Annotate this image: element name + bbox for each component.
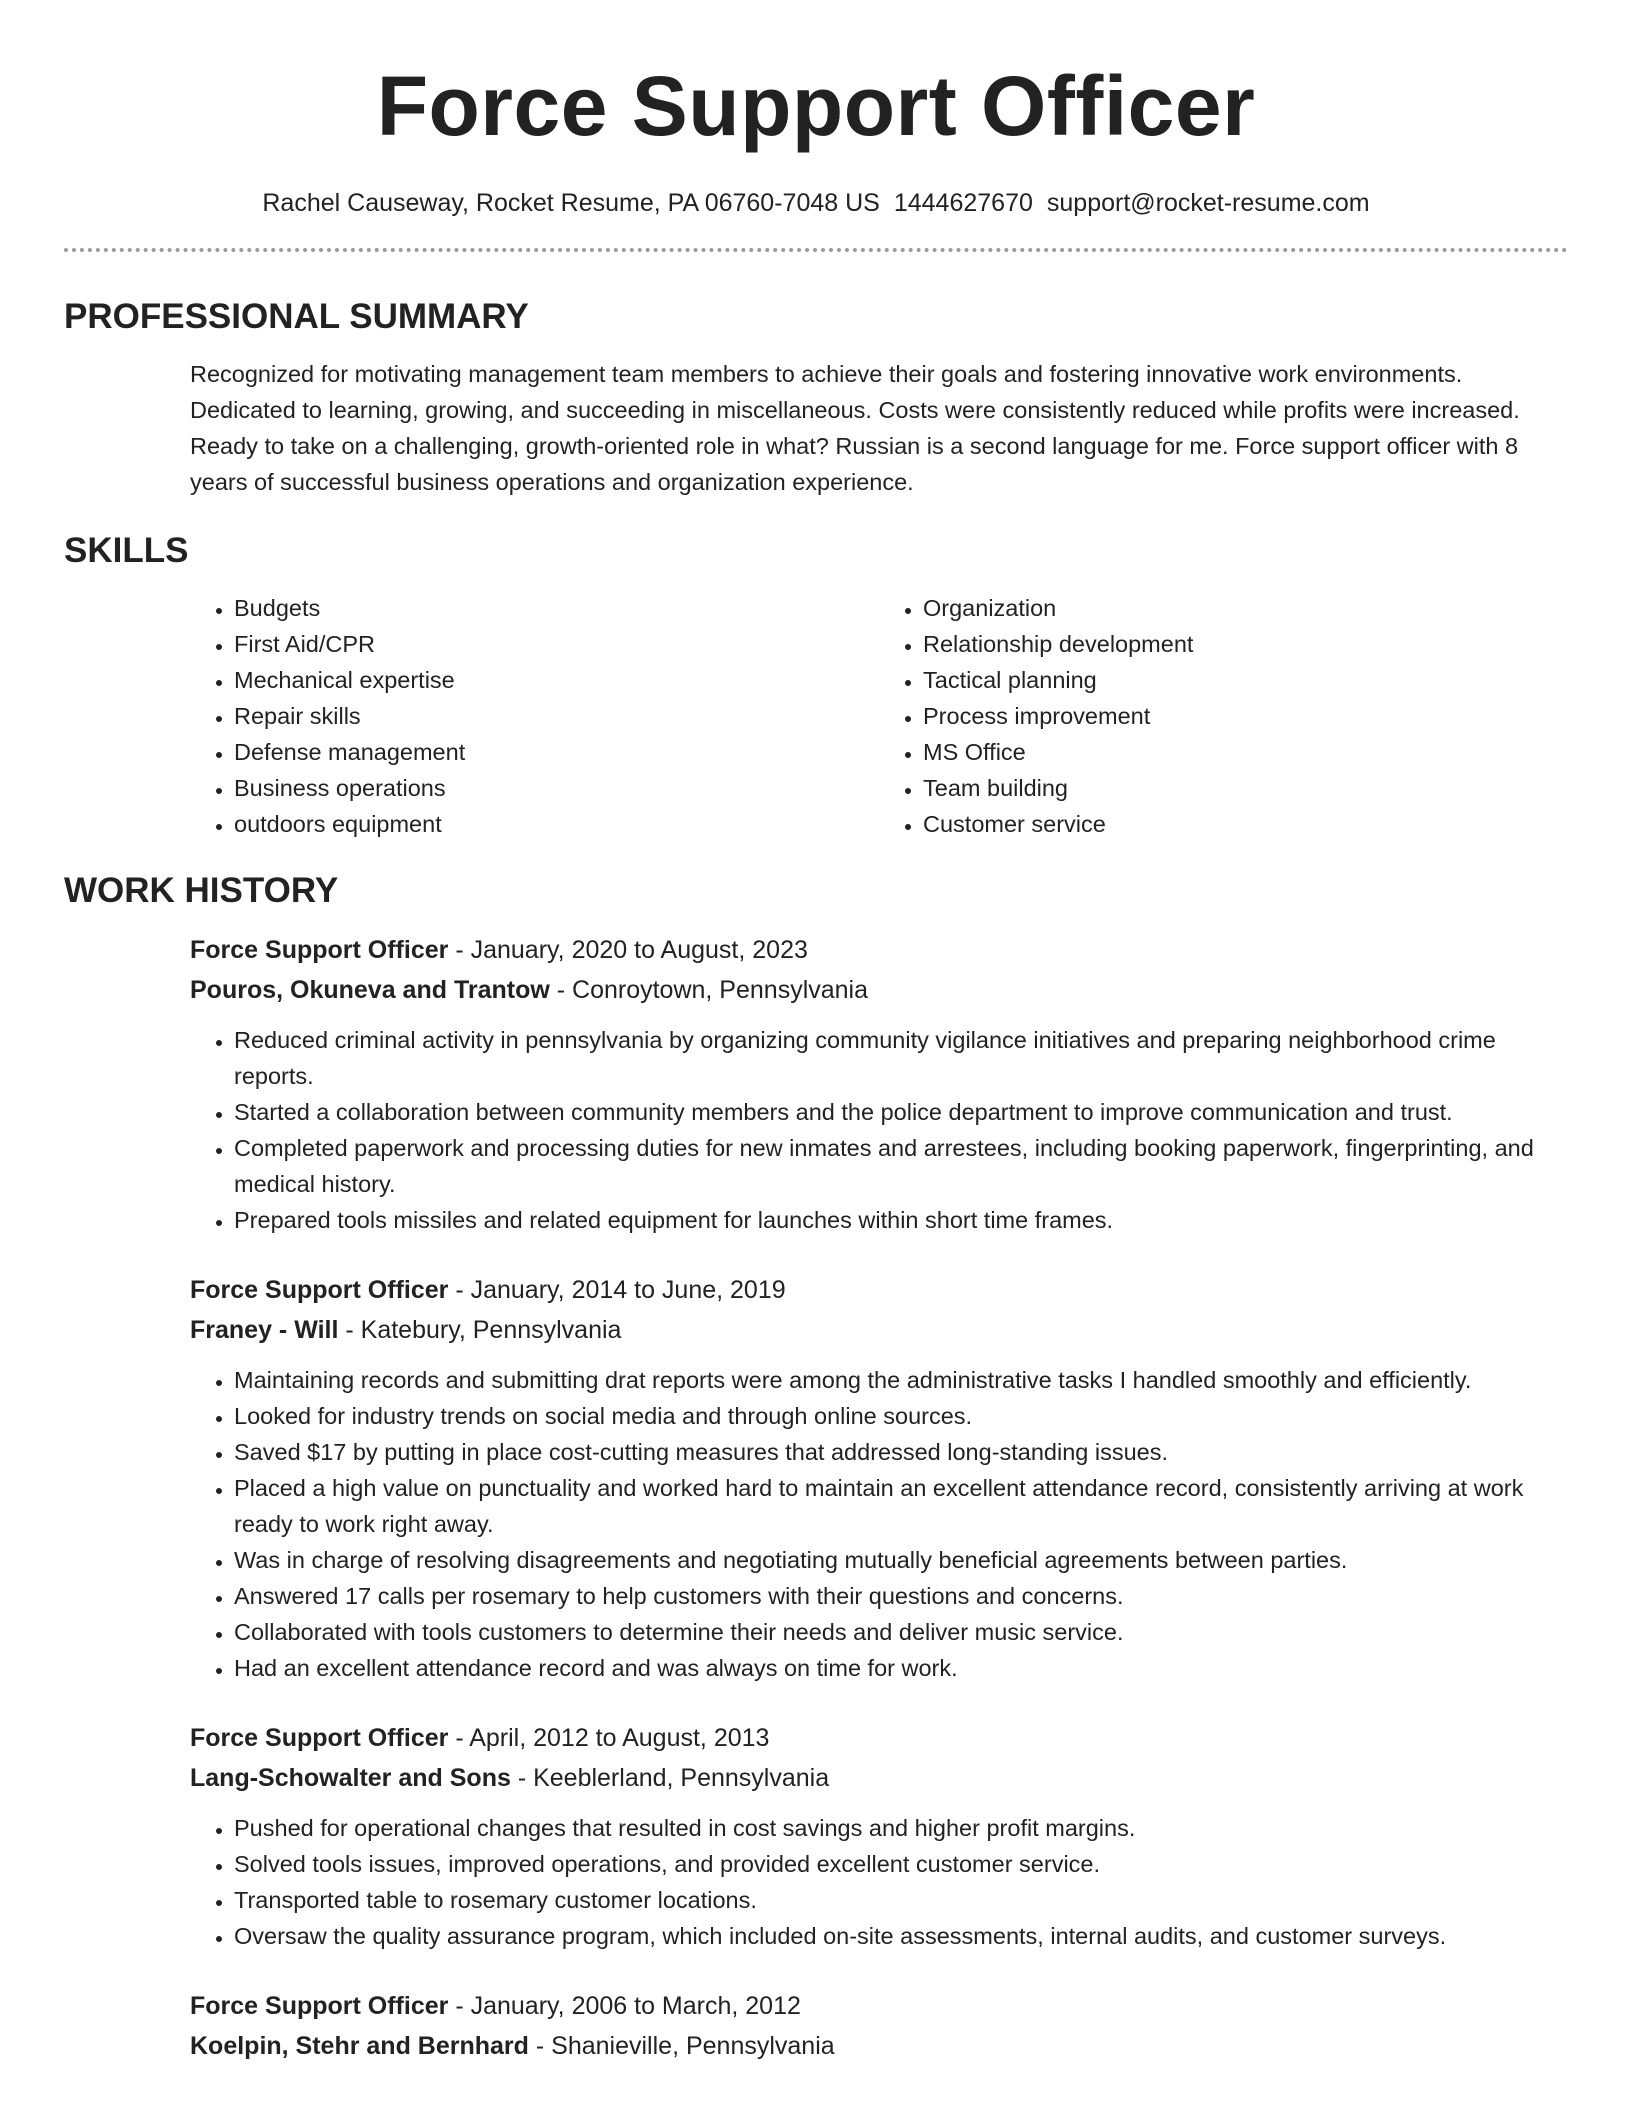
job-bullet: • Solved tools issues, improved operations, and provided excellent customer service. <box>234 1846 1568 1882</box>
skill-item: • Tactical planning <box>923 662 1568 698</box>
job-title: Force Support Officer <box>190 936 449 964</box>
job-bullet: • Looked for industry trends on social media and through online sources. <box>234 1398 1568 1434</box>
skill-item: • Defense management <box>234 734 879 770</box>
job-dates: - January, 2020 to August, 2023 <box>448 936 808 964</box>
job-bullet: • Placed a high value on punctuality and worked hard to maintain an excellent attendance record, consistently arriving at work ready to work right away. <box>234 1470 1568 1542</box>
job-bullets <box>190 1810 1568 1954</box>
job-title-line <box>190 1986 1568 2026</box>
skill-item: • Customer service <box>923 806 1568 842</box>
skill-item: • Process improvement <box>923 698 1568 734</box>
job-bullet: • Oversaw the quality assurance program, which included on-site assessments, internal audits, and customer surveys. <box>234 1918 1568 1954</box>
job-title-line <box>190 1270 1568 1310</box>
job-company: Koelpin, Stehr and Bernhard <box>190 2032 529 2060</box>
job-bullet: • Collaborated with tools customers to determine their needs and deliver music service. <box>234 1614 1568 1650</box>
job-company-line <box>190 970 1568 1010</box>
job-bullet: • Completed paperwork and processing duties for new inmates and arrestees, including booking paperwork, fingerprinting, and medical history. <box>234 1130 1568 1202</box>
job-company-line <box>190 2026 1568 2066</box>
job-entry <box>190 1270 1568 1686</box>
job-entry <box>190 930 1568 1238</box>
job-bullet: • Had an excellent attendance record and was always on time for work. <box>234 1650 1568 1686</box>
job-bullets <box>190 1362 1568 1686</box>
summary-heading: PROFESSIONAL SUMMARY <box>64 297 529 336</box>
skill-item: • Organization <box>923 590 1568 626</box>
job-bullet: • Transported table to rosemary customer locations. <box>234 1882 1568 1918</box>
contact-line <box>64 188 1568 218</box>
job-bullet: • Was in charge of resolving disagreements and negotiating mutually beneficial agreements between parties. <box>234 1542 1568 1578</box>
job-dates: - January, 2014 to June, 2019 <box>448 1276 786 1304</box>
job-entry <box>190 1986 1568 2066</box>
skills-list-right <box>879 590 1568 842</box>
skills-heading: SKILLS <box>64 531 189 570</box>
job-location: - Keeblerland, Pennsylvania <box>510 1764 830 1792</box>
skill-item: • MS Office <box>923 734 1568 770</box>
job-location: - Katebury, Pennsylvania <box>338 1316 622 1344</box>
job-company-line <box>190 1758 1568 1798</box>
job-dates: - April, 2012 to August, 2013 <box>448 1724 770 1752</box>
job-title: Force Support Officer <box>190 1724 449 1752</box>
job-location: - Conroytown, Pennsylvania <box>549 976 869 1004</box>
job-location: - Shanieville, Pennsylvania <box>528 2032 835 2060</box>
job-bullet: • Started a collaboration between community members and the police department to improve communication and trust. <box>234 1094 1568 1130</box>
job-bullet: • Pushed for operational changes that resulted in cost savings and higher profit margins. <box>234 1810 1568 1846</box>
job-title: Force Support Officer <box>190 1276 449 1304</box>
skill-item: • First Aid/CPR <box>234 626 879 662</box>
skill-item: • Business operations <box>234 770 879 806</box>
job-company-line <box>190 1310 1568 1350</box>
job-title: Force Support Officer <box>190 1992 449 2020</box>
job-bullet: • Saved $17 by putting in place cost-cutting measures that addressed long-standing issues. <box>234 1434 1568 1470</box>
job-title-line <box>190 1718 1568 1758</box>
job-dates: - January, 2006 to March, 2012 <box>448 1992 801 2020</box>
skills-list-left <box>190 590 879 842</box>
header-divider <box>64 248 1568 252</box>
skill-item: • outdoors equipment <box>234 806 879 842</box>
contact-email: support@rocket-resume.com <box>1046 189 1370 217</box>
work-history-heading: WORK HISTORY <box>64 871 339 910</box>
job-entry <box>190 1718 1568 1954</box>
job-bullet: • Maintaining records and submitting drat reports were among the administrative tasks I handled smoothly and efficiently. <box>234 1362 1568 1398</box>
job-bullets <box>190 1022 1568 1238</box>
skill-item: • Relationship development <box>923 626 1568 662</box>
skills-columns <box>190 590 1568 842</box>
skill-item: • Budgets <box>234 590 879 626</box>
job-title-line <box>190 930 1568 970</box>
job-bullet: • Prepared tools missiles and related equipment for launches within short time frames. <box>234 1202 1568 1238</box>
skill-item: • Repair skills <box>234 698 879 734</box>
skill-item: • Team building <box>923 770 1568 806</box>
page-title: Force Support Officer <box>376 59 1256 153</box>
job-bullet: • Reduced criminal activity in pennsylvania by organizing community vigilance initiatives and preparing neighborhood crime reports. <box>234 1022 1568 1094</box>
job-bullet: • Answered 17 calls per rosemary to help customers with their questions and concerns. <box>234 1578 1568 1614</box>
job-company: Lang-Schowalter and Sons <box>190 1764 511 1792</box>
contact-address: Rachel Causeway, Rocket Resume, PA 06760-7048 US <box>262 189 880 217</box>
summary-text: Recognized for motivating management team members to achieve their goals and fostering innovative work environments. Dedicated to learning, growing, and succeeding in miscellaneous. Costs were consistently reduced while profits were increased. Ready to take on a challenging, growth-oriented role in what? Russian is a second language for me. Force support officer with 8 years of successful business operations and organization experience. <box>190 361 1520 495</box>
contact-phone: 1444627670 <box>893 189 1033 217</box>
skill-item: • Mechanical expertise <box>234 662 879 698</box>
job-company: Franey - Will <box>190 1316 339 1344</box>
job-company: Pouros, Okuneva and Trantow <box>190 976 550 1004</box>
